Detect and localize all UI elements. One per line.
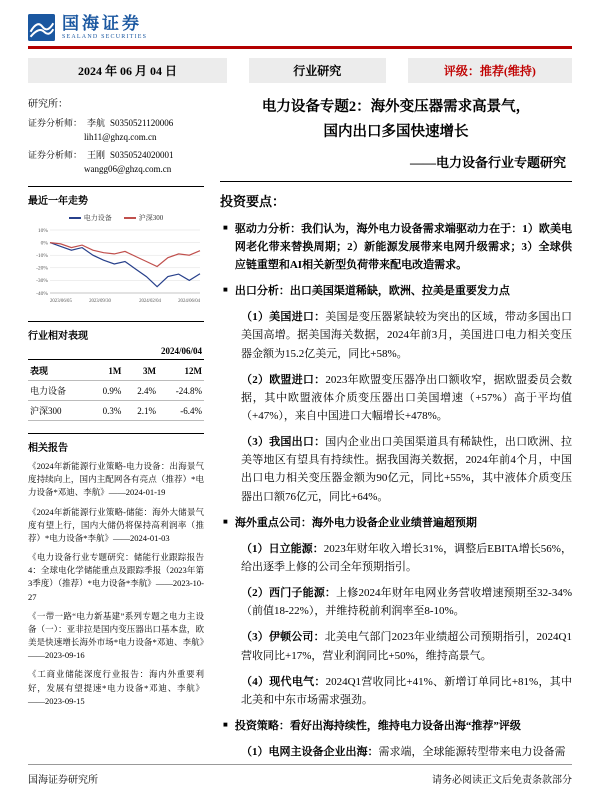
svg-text:2024/02/04: 2024/02/04 bbox=[139, 299, 161, 304]
svg-text:10%: 10% bbox=[37, 227, 48, 234]
analyst-email: wangg06@ghzq.com.cn bbox=[84, 164, 172, 174]
rating-badge bbox=[408, 58, 572, 83]
investment-points-heading: 投资要点： bbox=[220, 193, 286, 209]
svg-text:-20%: -20% bbox=[36, 265, 48, 272]
analyst-item bbox=[28, 148, 204, 174]
brand-name-cn: 国海证券 bbox=[62, 14, 142, 34]
bullet-item bbox=[220, 282, 572, 300]
report-type: 行业研究 bbox=[249, 58, 386, 83]
related-report-item: 《工商业储能深度行业报告：海内外重要利好，发展有望提速*电力设备*邓迪、李航》——2023-09-15 bbox=[28, 669, 204, 706]
page-content bbox=[28, 95, 573, 759]
svg-text:0%: 0% bbox=[40, 240, 48, 247]
perf-header-cell: 1M bbox=[89, 361, 124, 381]
footer-left: 国海证券研究所 bbox=[28, 775, 98, 786]
bullet-square-icon: ■ bbox=[223, 719, 228, 729]
sub-lead: （1）电网主设备企业出海： bbox=[241, 746, 379, 759]
perf-cell: 沪深300 bbox=[28, 401, 89, 421]
perf-header-row bbox=[28, 361, 204, 381]
perf-data-row bbox=[28, 381, 204, 401]
report-title bbox=[220, 95, 572, 146]
svg-text:-10%: -10% bbox=[36, 253, 48, 259]
brand-text bbox=[62, 15, 147, 40]
svg-text:2024/06/04: 2024/06/04 bbox=[178, 299, 200, 304]
analyst-name: 李航 bbox=[87, 118, 106, 128]
bullet-text: 投资策略：看好出海持续性，维持电力设备出海“推荐”评级 bbox=[234, 719, 521, 732]
report-title-line2: 国内出口多国快速增长 bbox=[323, 124, 469, 141]
perf-cell: 0.3% bbox=[89, 401, 124, 421]
bullet-list bbox=[220, 220, 572, 762]
report-date: 2024 年 06 月 04 日 bbox=[28, 58, 227, 83]
perf-title: 行业相对表现 bbox=[28, 331, 88, 342]
brand-name-en: SEALAND SECURITIES bbox=[62, 33, 148, 40]
header-red-rule bbox=[28, 46, 572, 49]
perf-header-cell: 3M bbox=[123, 361, 158, 381]
bullet-text: 海外重点公司：海外电力设备企业业绩普遍超预期 bbox=[234, 516, 477, 529]
perf-cell: -6.4% bbox=[158, 401, 204, 421]
sealand-logo-icon bbox=[28, 14, 55, 41]
svg-text:-30%: -30% bbox=[36, 278, 48, 285]
sub-lead: （3）我国出口： bbox=[241, 436, 326, 449]
sub-lead: （1）日立能源： bbox=[241, 542, 324, 555]
report-subtitle: ——电力设备行业专题研究 bbox=[409, 154, 566, 170]
analyst-role: 证券分析师： bbox=[28, 118, 83, 128]
rating-value: 推荐(维持) bbox=[479, 64, 536, 78]
analyst-name: 王刚 bbox=[87, 150, 106, 160]
sub-paragraph: （4）现代电气：2024Q1营收同比+41%、新增订单同比+81%，其中北美和中东市场需求强劲。 bbox=[241, 675, 572, 706]
perf-cell: -24.8% bbox=[158, 381, 204, 401]
sub-paragraph: （2）西门子能源：上修2024年财年电网业务营收增速预期至32-34%（前值18-22%），并维持税前利润率至8-10%。 bbox=[241, 587, 573, 618]
legend-swatch bbox=[124, 217, 136, 219]
main-column bbox=[220, 95, 573, 759]
analyst-cert: S0350524020001 bbox=[110, 150, 174, 160]
brand-header bbox=[28, 14, 572, 41]
svg-text:-40%: -40% bbox=[36, 290, 48, 297]
analyst-cert: S0350521120006 bbox=[110, 118, 174, 128]
sub-paragraph: （3）我国出口：国内企业出口美国渠道具有稀缺性，出口欧洲、拉美等地区有望具有持续性。据我国海关数据，2024年前4个月，中国出口电力相关变压器金额为90亿元，同比+55%，其中液体介质变压器出口额76亿元，同比+64%。 bbox=[241, 436, 573, 503]
sub-lead: （4）现代电气： bbox=[241, 675, 326, 688]
perf-data-row bbox=[28, 401, 204, 421]
meta-row bbox=[28, 58, 572, 83]
analyst-role: 证券分析师： bbox=[28, 150, 83, 160]
bullet-text: 出口分析：出口美国渠道稀缺，欧洲、拉美是重要发力点 bbox=[234, 285, 510, 298]
bullet-item bbox=[220, 514, 572, 532]
trend-title: 最近一年走势 bbox=[28, 196, 88, 207]
main-divider bbox=[220, 181, 572, 182]
related-title: 相关报告 bbox=[28, 443, 68, 454]
sub-lead: （1）美国进口： bbox=[241, 311, 326, 324]
page-footer bbox=[28, 764, 572, 786]
bullet-square-icon: ■ bbox=[223, 285, 228, 295]
related-report-item: 《电力设备行业专题研究：储能行业跟踪报告4：全球电化学储能重点及跟踪季报（2023年第3季度）（推荐）*电力设备*李航》——2023-10-27 bbox=[28, 552, 204, 602]
bullet-square-icon: ■ bbox=[223, 516, 228, 526]
trend-chart-svg bbox=[28, 225, 204, 309]
legend-item: 沪深300 bbox=[124, 213, 164, 223]
legend-item: 电力设备 bbox=[69, 213, 112, 223]
sub-lead: （2）西门子能源： bbox=[241, 587, 337, 600]
bullet-text: 驱动力分析：我们认为，海外电力设备需求端驱动力在于：1）欧美电网老化带来替换周期；2）新能源发展带来电网升级需求；3）全球供应链重塑和AI相关新型负荷带来配电改造需求。 bbox=[234, 222, 572, 272]
analyst-row bbox=[28, 148, 204, 161]
trend-section bbox=[28, 186, 204, 309]
report-title-line1: 电力设备专题2：海外变压器需求高景气， bbox=[261, 99, 531, 115]
analyst-row bbox=[28, 116, 204, 129]
bullet-square-icon: ■ bbox=[223, 222, 228, 232]
sidebar bbox=[28, 95, 204, 747]
perf-cell: 2.4% bbox=[123, 381, 158, 401]
analyst-email: lih11@ghzq.com.cn bbox=[84, 132, 157, 142]
perf-date: 2024/06/04 bbox=[28, 342, 204, 360]
sub-lead: （2）欧盟进口： bbox=[241, 373, 326, 386]
analyst-list bbox=[28, 116, 204, 174]
svg-text:2023/06/05: 2023/06/05 bbox=[50, 299, 72, 304]
perf-header-cell: 表现 bbox=[28, 361, 89, 381]
legend-swatch bbox=[69, 217, 81, 219]
related-section bbox=[28, 433, 204, 708]
related-report-item: 《一带一路“电力新基建”系列专题之电力主设备（一）：亚非拉是国内变压器出口基本盘，欧美是快速增长海外市场*电力设备*邓迪、李航》——2023-09-16 bbox=[28, 610, 204, 661]
sub-paragraph: （3）伊顿公司：北美电气部门2023年业绩超公司预期指引，2024Q1营收同比+17%，营业利润同比+50%，维持高景气。 bbox=[241, 631, 572, 662]
perf-cell: 电力设备 bbox=[28, 381, 89, 401]
sub-paragraph: （1）电网主设备企业出海：需求端，全球能源转型带来电力设备需 bbox=[241, 746, 566, 759]
footer-right: 请务必阅读正文后免责条款部分 bbox=[432, 775, 572, 786]
analyst-item bbox=[28, 116, 204, 142]
perf-cell: 2.1% bbox=[123, 401, 158, 421]
bullet-item bbox=[220, 717, 572, 735]
related-report-item: 《2024年新能源行业策略-电力设备：出海景气度持续向上，国内主配网各有亮点（推荐）*电力设备*邓迪、李航》——2024-01-19 bbox=[28, 461, 204, 498]
svg-text:2023/09/30: 2023/09/30 bbox=[89, 299, 111, 304]
related-report-item: 《2024年新能源行业策略-储能：海外大储景气度有望上行，国内大储仍将保持高利润率（推荐）*电力设备*李航》——2024-01-03 bbox=[28, 506, 204, 543]
perf-header-cell: 12M bbox=[158, 361, 204, 381]
sub-lead: （3）伊顿公司： bbox=[241, 631, 325, 644]
perf-section bbox=[28, 321, 204, 421]
bullet-item bbox=[220, 220, 572, 274]
perf-table bbox=[28, 361, 204, 421]
sub-paragraph: （1）美国进口：美国是变压器紧缺较为突出的区域，带动多国出口美国高增。据美国海关数据，2024年前3月，美国进口电力相关变压器金额为15.2亿美元，同比+58%。 bbox=[241, 311, 573, 360]
institute-label: 研究所： bbox=[28, 99, 68, 110]
sub-paragraph: （2）欧盟进口：2023年欧盟变压器净出口额收窄，据欧盟委员会数据，其中欧盟液体介质变压器出口美国增速（+57%）高于平均值（+47%），来自中国进口大幅增长+478%。 bbox=[241, 373, 573, 423]
chart-legend bbox=[28, 213, 204, 223]
rating-label: 评级： bbox=[443, 64, 480, 78]
related-report-list bbox=[28, 460, 204, 708]
sub-paragraph: （1）日立能源：2023年财年收入增长31%，调整后EBITA增长56%，给出逐季上修的公司全年预期指引。 bbox=[241, 542, 573, 573]
perf-cell: 0.9% bbox=[89, 381, 124, 401]
